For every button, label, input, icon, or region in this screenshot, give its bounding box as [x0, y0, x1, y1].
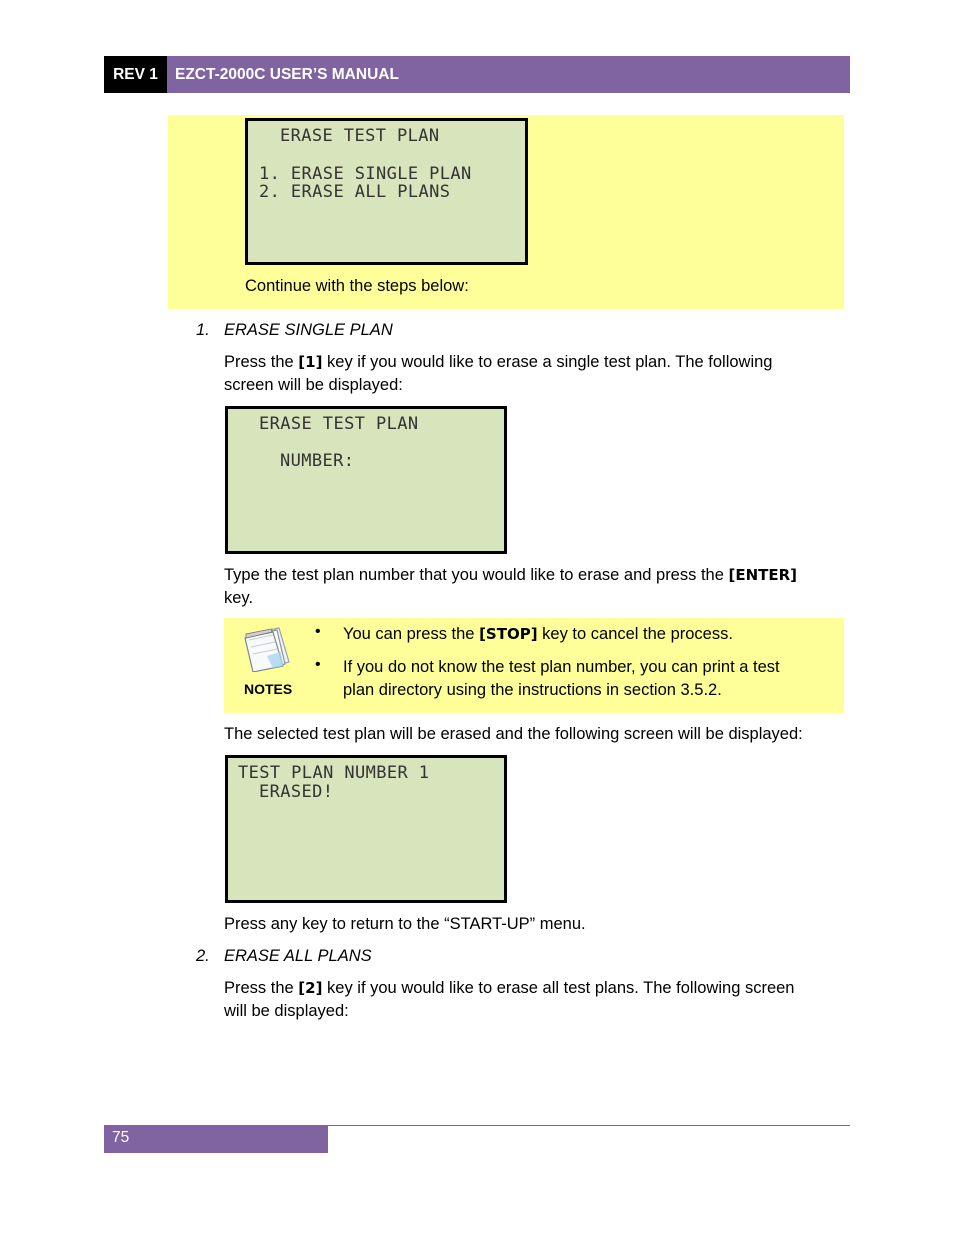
para-text: screen will be displayed: [224, 376, 403, 394]
step-number: 2. [196, 947, 210, 965]
step2-paragraph [224, 977, 844, 1023]
lcd-line: ERASE TEST PLAN [280, 126, 440, 146]
type-number-paragraph [224, 564, 844, 610]
erased-paragraph: The selected test plan will be erased and the following screen will be displayed: [224, 725, 803, 743]
step-number: 1. [196, 321, 210, 339]
para-text: Type the test plan number that you would like to erase and press the [224, 566, 729, 584]
press-any-key-text: Press any key to return to the “START-UP” menu. [224, 915, 586, 933]
para-text: Press the [224, 979, 299, 997]
notepad-icon [243, 626, 293, 672]
step1-paragraph [224, 351, 844, 397]
lcd-screen-erase-menu [245, 118, 528, 265]
para-text: plan directory using the instructions in section 3.5.2. [343, 681, 722, 699]
bullet-dot: • [315, 623, 321, 640]
step-title: ERASE SINGLE PLAN [224, 321, 393, 339]
bullet-dot: • [315, 656, 321, 673]
para-text: will be displayed: [224, 1002, 349, 1020]
footer-rule [327, 1125, 850, 1126]
lcd-line: 2. ERASE ALL PLANS [259, 182, 451, 202]
notes-label: NOTES [244, 681, 293, 697]
step-title: ERASE ALL PLANS [224, 947, 372, 965]
page-number: 75 [104, 1125, 328, 1153]
lcd-line: 1. ERASE SINGLE PLAN [259, 164, 472, 184]
key-label: [ENTER] [728, 566, 798, 584]
lcd-line: ERASE TEST PLAN [259, 414, 419, 434]
para-text: If you do not know the test plan number, you can print a test [343, 658, 780, 676]
para-text: Press the [224, 353, 299, 371]
lcd-screen-plan-number [225, 406, 507, 554]
lcd-line: TEST PLAN NUMBER 1 [238, 763, 430, 783]
para-text: key. [224, 589, 254, 607]
lcd-line: NUMBER: [280, 451, 355, 471]
manual-title: EZCT-2000C USER’S MANUAL [167, 56, 850, 93]
key-label: [1] [298, 353, 323, 371]
key-label: [STOP] [479, 625, 538, 643]
para-text: key if you would like to erase all test plans. The following screen [322, 979, 795, 997]
revision-label: REV 1 [104, 56, 167, 93]
para-text: You can press the [343, 625, 480, 643]
lcd-line: ERASED! [259, 782, 334, 802]
key-label: [2] [298, 979, 323, 997]
note-bullet-1 [343, 623, 838, 646]
note-bullet-2 [343, 656, 838, 702]
para-text: key to cancel the process. [537, 625, 733, 643]
para-text: key if you would like to erase a single test plan. The following [322, 353, 773, 371]
lcd-screen-erased [225, 755, 507, 903]
continue-text: Continue with the steps below: [245, 277, 469, 295]
